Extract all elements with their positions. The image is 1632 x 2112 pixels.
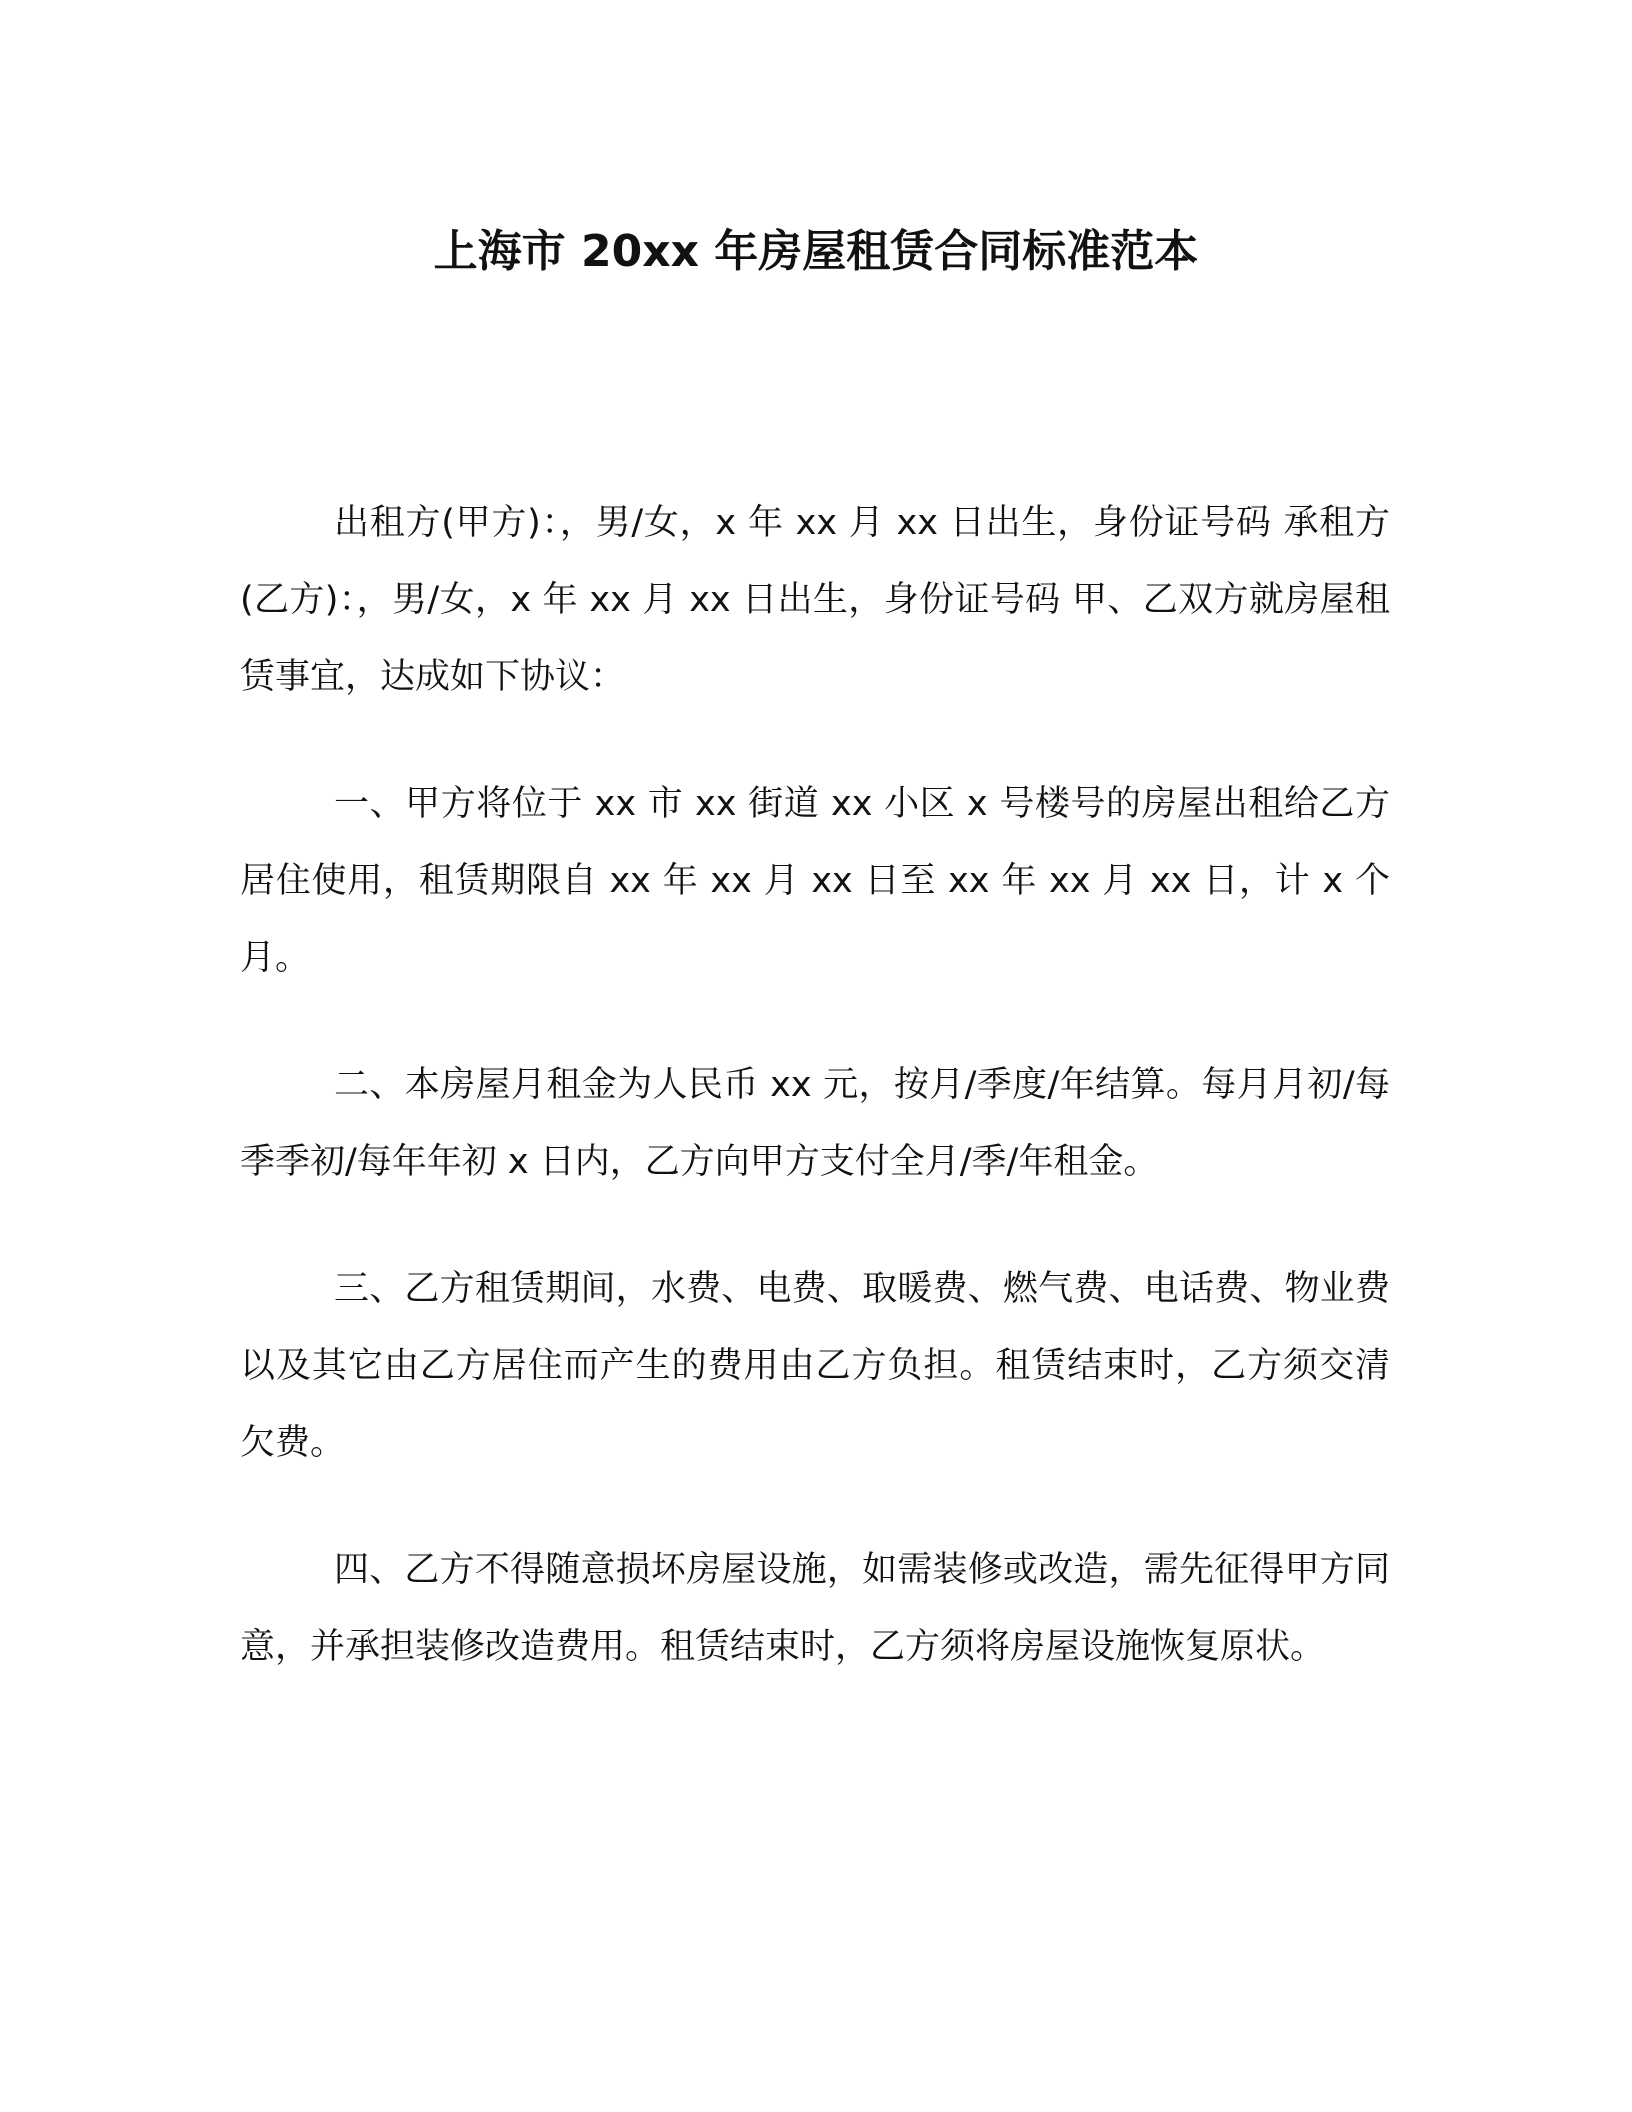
paragraph-clause-4: 四、乙方不得随意损坏房屋设施，如需装修或改造，需先征得甲方同意，并承担装修改造费用。租赁结束时，乙方须将房屋设施恢复原状。	[240, 1550, 1390, 1667]
document-body	[240, 485, 1390, 1736]
paragraph-clause-2: 二、本房屋月租金为人民币 xx 元，按月/季度/年结算。每月月初/每季季初/每年年初 x 日内，乙方向甲方支付全月/季/年租金。	[240, 1065, 1390, 1182]
paragraph-clause-3: 三、乙方租赁期间，水费、电费、取暖费、燃气费、电话费、物业费以及其它由乙方居住而产生的费用由乙方负担。租赁结束时，乙方须交清欠费。	[240, 1269, 1390, 1463]
paragraph-clause-1: 一、甲方将位于 xx 市 xx 街道 xx 小区 x 号楼号的房屋出租给乙方居住使用，租赁期限自 xx 年 xx 月 xx 日至 xx 年 xx 月 xx 日，计 x 个月。	[240, 784, 1390, 978]
document-title: 上海市 20xx 年房屋租赁合同标准范本	[433, 226, 1199, 277]
paragraph-parties: 出租方(甲方)：，男/女，x 年 xx 月 xx 日出生，身份证号码 承租方(乙方)：，男/女，x 年 xx 月 xx 日出生，身份证号码 甲、乙双方就房屋租赁事宜，达成如下协议：	[240, 503, 1390, 697]
